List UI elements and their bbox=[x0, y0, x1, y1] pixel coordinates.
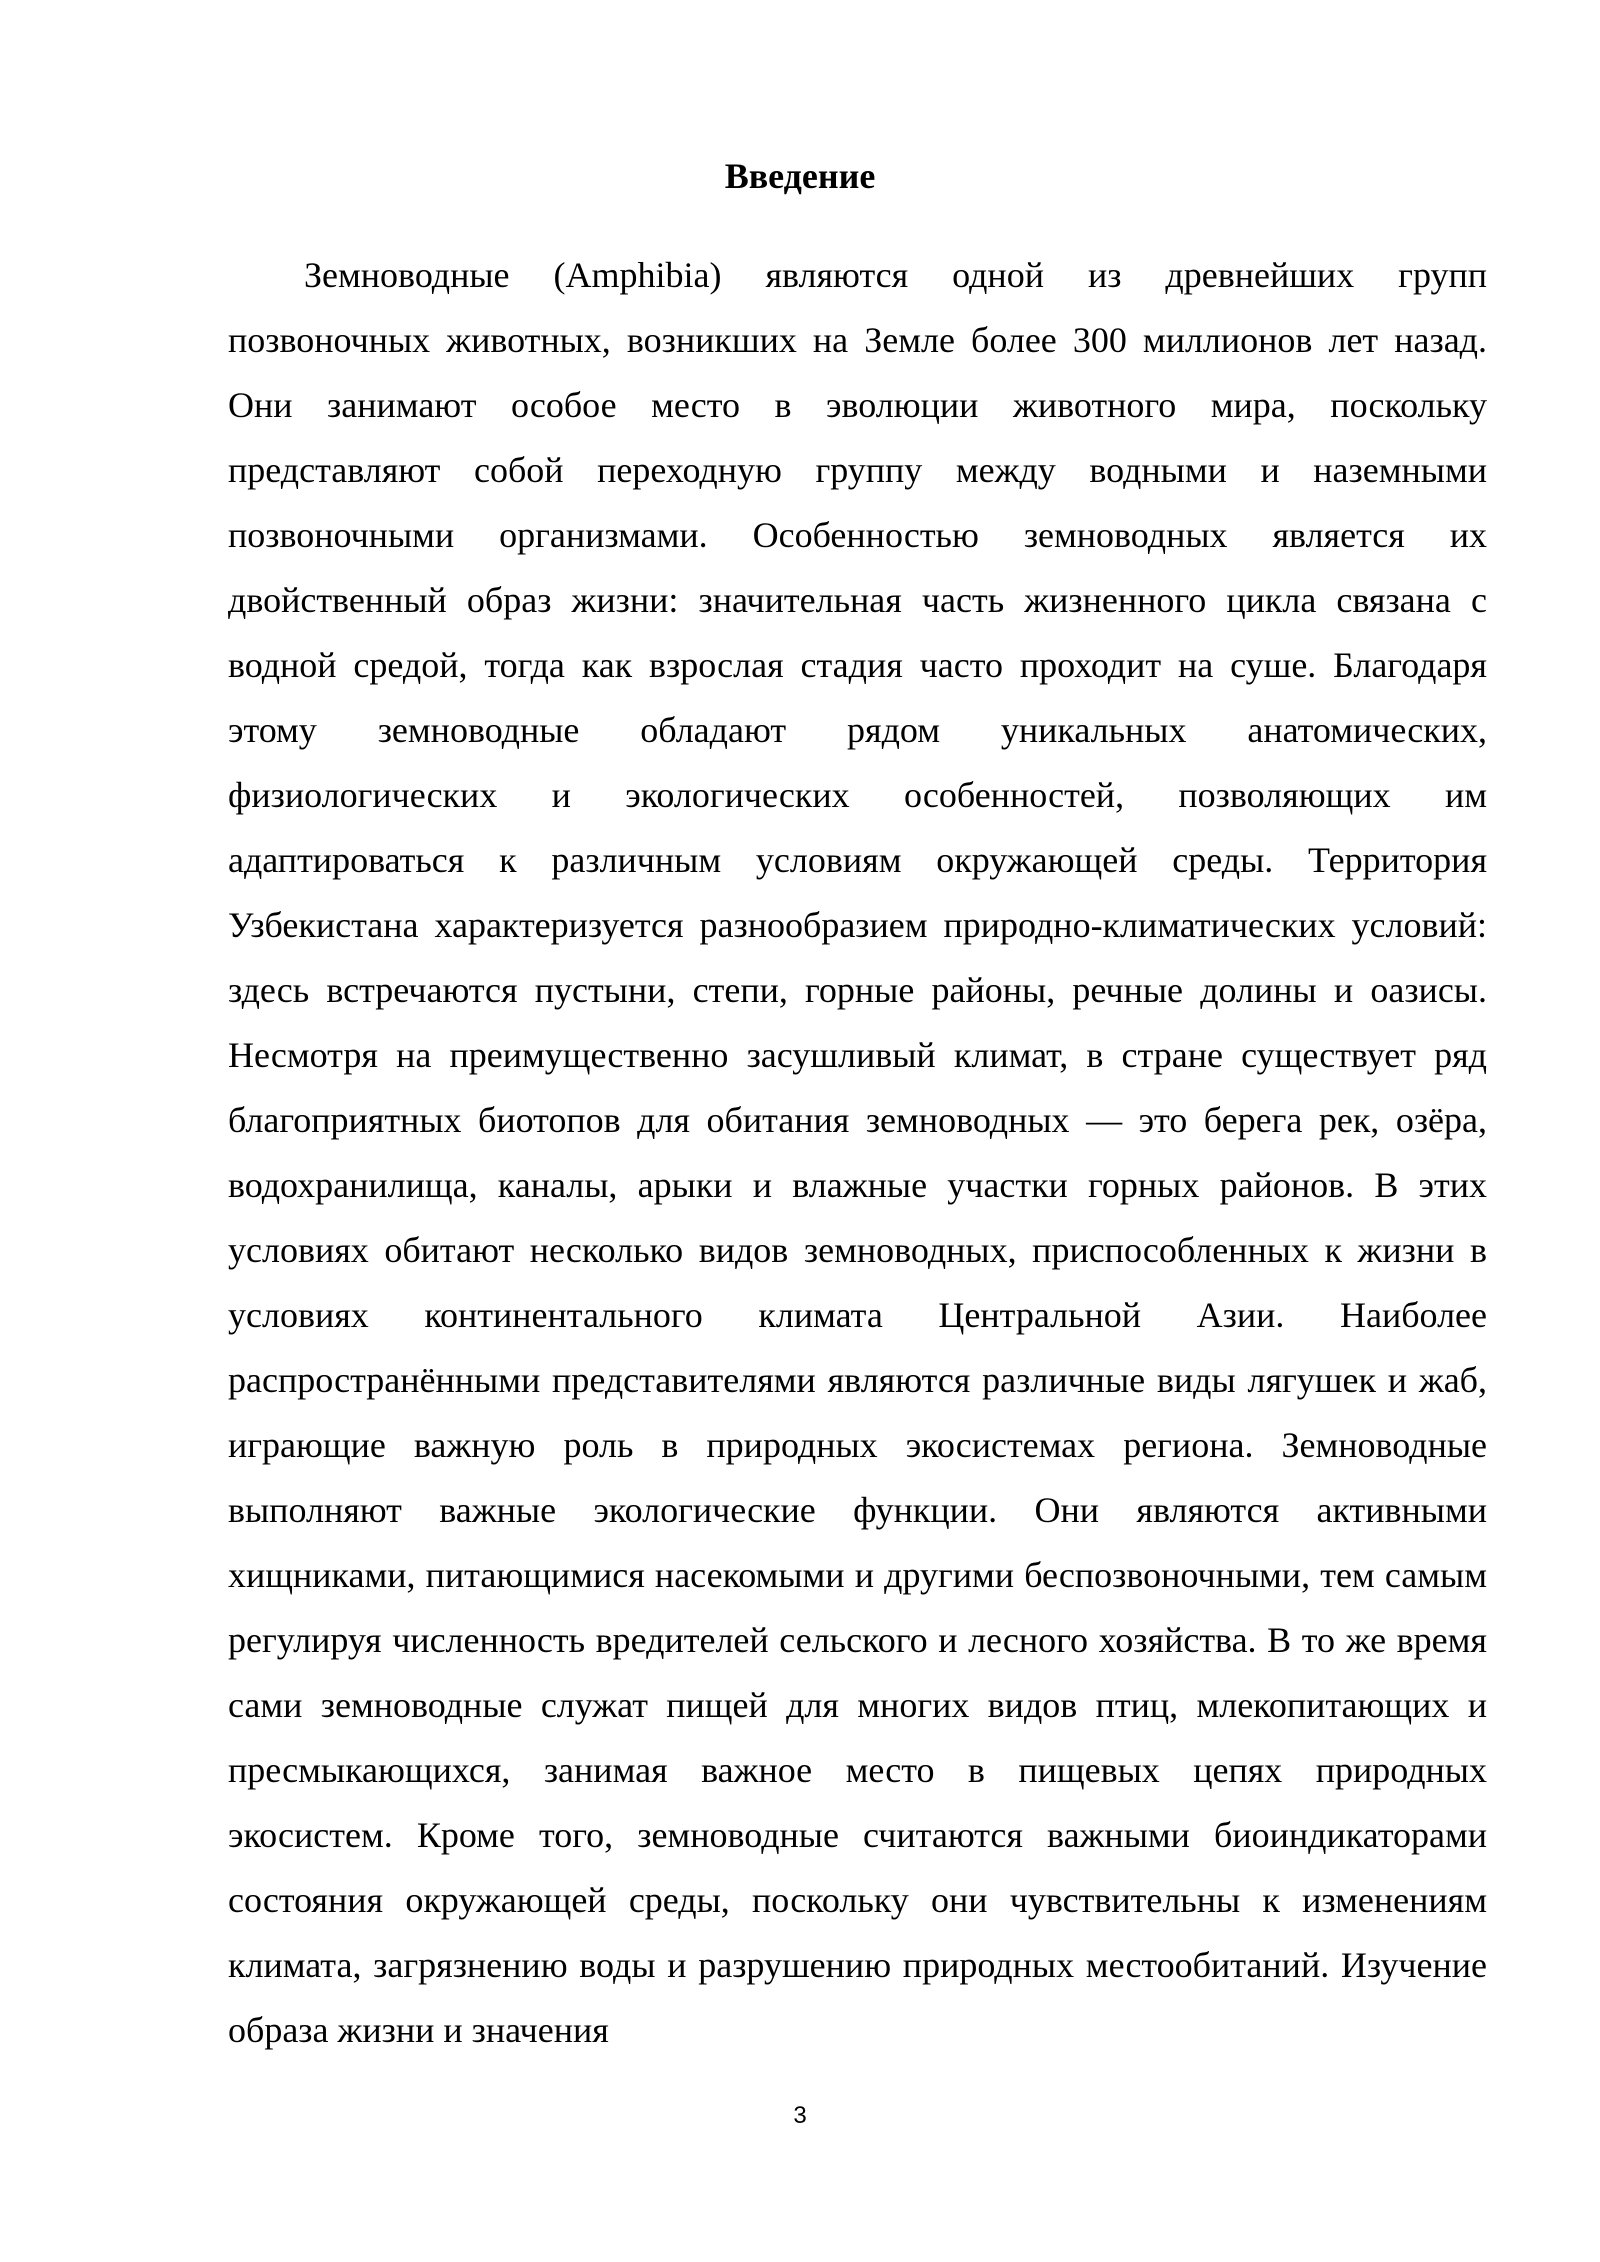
body-paragraph: Земноводные (Amphibia) являются одной из древнейших групп позвоночных животных, возникших на Земле более 300 миллионов лет назад. Они занимают особое место в эволюции животного мира, поскольку представляют собой переходную группу между водными и наземными позвоночными организмами. Особенностью земноводных является их двойственный образ жизни: значительная часть жизненного цикла связана с водной средой, тогда как взрослая стадия часто проходит на суше. Благодаря этому земноводные обладают рядом уникальных анатомических, физиологических и экологических особенностей, позволяющих им адаптироваться к различным условиям окружающей среды. Территория Узбекистана характеризуется разнообразием природно-климатических условий: здесь встречаются пустыни, степи, горные районы, речные долины и оазисы. Несмотря на преимущественно засушливый климат, в стране существует ряд благоприятных биотопов для обитания земноводных — это берега рек, озёра, водохранилища, каналы, арыки и влажные участки горных районов. В этих условиях обитают несколько видов земноводных, приспособленных к жизни в условиях континентального климата Центральной Азии. Наиболее распространёнными представителями являются различные виды лягушек и жаб, играющие важную роль в природных экосистемах региона. Земноводные выполняют важные экологические функции. Они являются активными хищниками, питающимися насекомыми и другими беспозвоночными, тем самым регулируя численность вредителей сельского и лесного хозяйства. В то же время сами земноводные служат пищей для многих видов птиц, млекопитающих и пресмыкающихся, занимая важное место в пищевых цепях природных экосистем. Кроме того, земноводные считаются важными биоиндикаторами состояния окружающей среды, поскольку они чувствительны к изменениям климата, загрязнению воды и разрушению природных местообитаний. Изучение образа жизни и значения bbox=[228, 255, 1487, 2050]
page-number: 3 bbox=[793, 2102, 807, 2129]
section-heading: Введение bbox=[724, 156, 876, 196]
